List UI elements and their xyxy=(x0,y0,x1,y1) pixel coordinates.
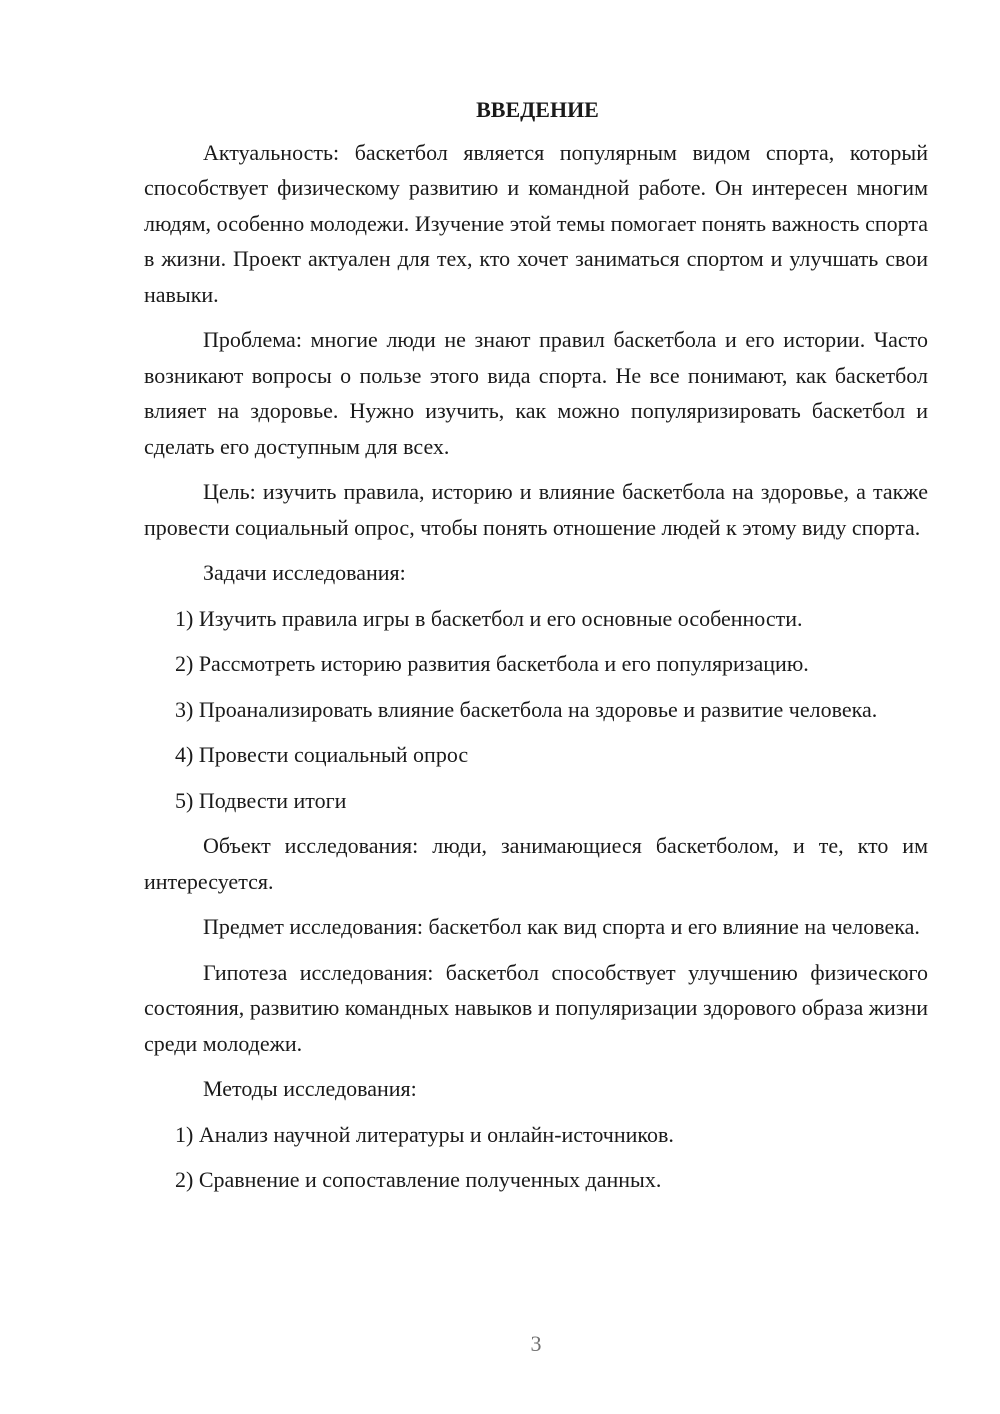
section-title: ВВЕДЕНИЕ xyxy=(476,97,599,122)
task-item-3: 3) Проанализировать влияние баскетбола на здоровье и развитие человека. xyxy=(175,696,878,722)
paragraph-subject: Предмет исследования: баскетбол как вид спорта и его влияние на человека. xyxy=(203,914,920,939)
paragraph-problem: Проблема: многие люди не знают правил баскетбола и его истории. Часто возникают вопросы о пользе этого вида спорта. Не все понимают, как баскетбол влияет на здоровье. Нужно изучить, как можно популяризировать баскетбол и сделать его доступным для всех. xyxy=(144,327,928,459)
method-item-2: 2) Сравнение и сопоставление полученных данных. xyxy=(175,1167,662,1192)
task-item-4: 4) Провести социальный опрос xyxy=(175,742,469,767)
method-item-1: 1) Анализ научной литературы и онлайн-источников. xyxy=(175,1121,674,1147)
paragraph-relevance: Актуальность: баскетбол является популярным видом спорта, который способствует физическому развитию и командной работе. Он интересен многим людям, особенно молодежи. Изучение этой темы помогает понять важность спорта в жизни. Проект актуален для тех, кто хочет заниматься спортом и улучшать свои навыки. xyxy=(144,139,928,307)
task-item-2: 2) Рассмотреть историю развития баскетбола и его популяризацию. xyxy=(175,651,809,676)
paragraph-goal: Цель: изучить правила, историю и влияние баскетбола на здоровье, а также провести социальный опрос, чтобы понять отношение людей к этому виду спорта. xyxy=(144,479,928,540)
paragraph-object: Объект исследования: люди, занимающиеся баскетболом, и те, кто им интересуется. xyxy=(144,833,928,894)
task-item-5: 5) Подвести итоги xyxy=(175,787,347,813)
paragraph-hypothesis: Гипотеза исследования: баскетбол способствует улучшению физического состояния, развитию командных навыков и популяризации здорового образа жизни среди молодежи. xyxy=(144,959,928,1056)
page-content xyxy=(144,92,928,1208)
page-number: 3 xyxy=(530,1331,542,1356)
tasks-heading: Задачи исследования: xyxy=(203,560,406,585)
methods-heading: Методы исследования: xyxy=(203,1076,417,1101)
task-item-1: 1) Изучить правила игры в баскетбол и его основные особенности. xyxy=(175,605,803,631)
